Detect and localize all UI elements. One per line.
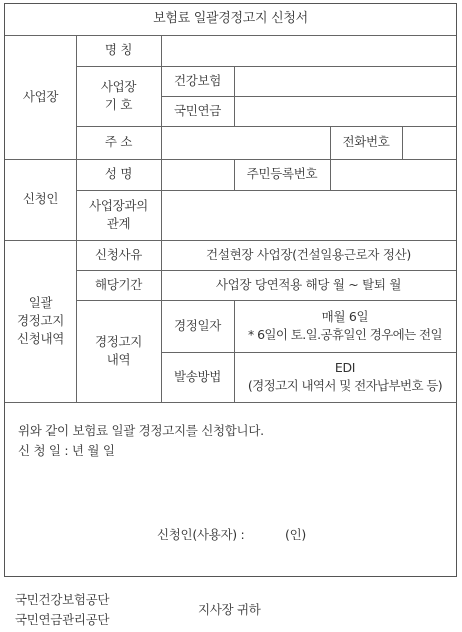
details-section-line2: 경정고지 bbox=[16, 312, 65, 328]
reason-label-text: 신청사유 bbox=[94, 246, 143, 262]
details-section-line3: 신청내역 bbox=[16, 331, 65, 347]
health-insurance-label bbox=[161, 66, 234, 96]
declaration-block bbox=[18, 421, 264, 461]
phone-text: 전화번호 bbox=[342, 134, 390, 150]
notice-label-line2: 내역 bbox=[106, 352, 131, 367]
addressee: 지사장 귀하 bbox=[198, 602, 261, 617]
workplace-section-text: 사업장 bbox=[22, 88, 59, 104]
notice-date-line1: 매월 6일 bbox=[321, 308, 369, 324]
send-method-stack bbox=[248, 359, 442, 395]
notice-date-label-text: 경정일자 bbox=[173, 317, 222, 333]
row-divider bbox=[5, 402, 456, 403]
applicant-name-text: 성 명 bbox=[104, 166, 133, 182]
org-line2: 국민연금관리공단 bbox=[15, 612, 110, 627]
signer-label: 신청인(사용자) : bbox=[157, 527, 245, 542]
workplace-name-label bbox=[76, 35, 161, 66]
relation-label bbox=[76, 190, 161, 240]
applicant-name-field[interactable] bbox=[161, 159, 234, 190]
national-pension-field[interactable] bbox=[234, 96, 456, 126]
reason-value-text: 건설현장 사업장(건설일용근로자 정산) bbox=[206, 246, 411, 262]
address-text: 주 소 bbox=[104, 134, 133, 150]
resident-number-text: 주민등록번호 bbox=[246, 166, 318, 182]
form-title bbox=[5, 4, 456, 35]
health-insurance-field[interactable] bbox=[234, 66, 456, 96]
send-method-line2: (경정고지 내역서 및 전자납부번호 등) bbox=[247, 378, 443, 393]
applicant-name-label bbox=[76, 159, 161, 190]
org-line1: 국민건강보험공단 bbox=[15, 592, 110, 607]
resident-number-label bbox=[234, 159, 330, 190]
notice-label-stack bbox=[95, 333, 142, 369]
health-insurance-text: 건강보험 bbox=[173, 72, 222, 88]
period-label bbox=[76, 270, 161, 300]
reason-label bbox=[76, 240, 161, 270]
phone-label bbox=[330, 126, 402, 159]
reason-value bbox=[161, 240, 456, 270]
send-method-label bbox=[161, 352, 234, 402]
applicant-section-text: 신청인 bbox=[22, 191, 59, 207]
phone-field[interactable] bbox=[402, 126, 456, 159]
relation-stack bbox=[89, 197, 148, 233]
national-pension-text: 국민연금 bbox=[173, 102, 222, 118]
details-section-line1: 일괄 bbox=[28, 294, 53, 310]
seal-label: (인) bbox=[285, 527, 306, 542]
period-value bbox=[161, 270, 456, 300]
details-section-label bbox=[5, 240, 76, 402]
notice-label-line1: 경정고지 bbox=[94, 333, 143, 349]
declaration-text: 위와 같이 보험료 일괄 경정고지를 신청합니다. bbox=[18, 423, 264, 438]
period-label-text: 해당기간 bbox=[94, 276, 143, 292]
send-method-line1: EDI bbox=[334, 359, 356, 375]
notice-date-label bbox=[161, 300, 234, 352]
national-pension-label bbox=[161, 96, 234, 126]
notice-label bbox=[76, 300, 161, 402]
workplace-name-field[interactable] bbox=[161, 35, 456, 66]
notice-date-stack bbox=[248, 308, 442, 344]
workplace-code-stack bbox=[101, 78, 136, 114]
details-section-stack bbox=[17, 294, 64, 348]
workplace-code-label bbox=[76, 66, 161, 126]
address-label bbox=[76, 126, 161, 159]
workplace-name-text: 명 칭 bbox=[104, 42, 133, 58]
send-method-label-text: 발송방법 bbox=[173, 368, 222, 384]
workplace-section-label bbox=[5, 35, 76, 159]
relation-field[interactable] bbox=[161, 190, 456, 240]
notice-date-value bbox=[234, 300, 456, 352]
workplace-code-line1: 사업장 bbox=[100, 78, 137, 94]
footer-organizations bbox=[15, 590, 109, 630]
send-method-value bbox=[234, 352, 456, 402]
notice-date-line2: * 6일이 토.일.공휴일인 경우에는 전일 bbox=[248, 327, 442, 342]
address-field[interactable] bbox=[161, 126, 330, 159]
application-form bbox=[4, 3, 457, 577]
period-value-text: 사업장 당연적용 해당 월 ~ 탈퇴 월 bbox=[215, 276, 402, 292]
resident-number-field[interactable] bbox=[330, 159, 456, 190]
form-title-text: 보험료 일괄경정고지 신청서 bbox=[153, 11, 308, 27]
application-date-line: 신 청 일 : 년 월 일 bbox=[18, 443, 115, 458]
applicant-section-label bbox=[5, 159, 76, 240]
relation-line1: 사업장과의 bbox=[89, 197, 148, 213]
relation-line2: 관계 bbox=[106, 216, 131, 231]
workplace-code-line2: 기 호 bbox=[104, 97, 133, 112]
